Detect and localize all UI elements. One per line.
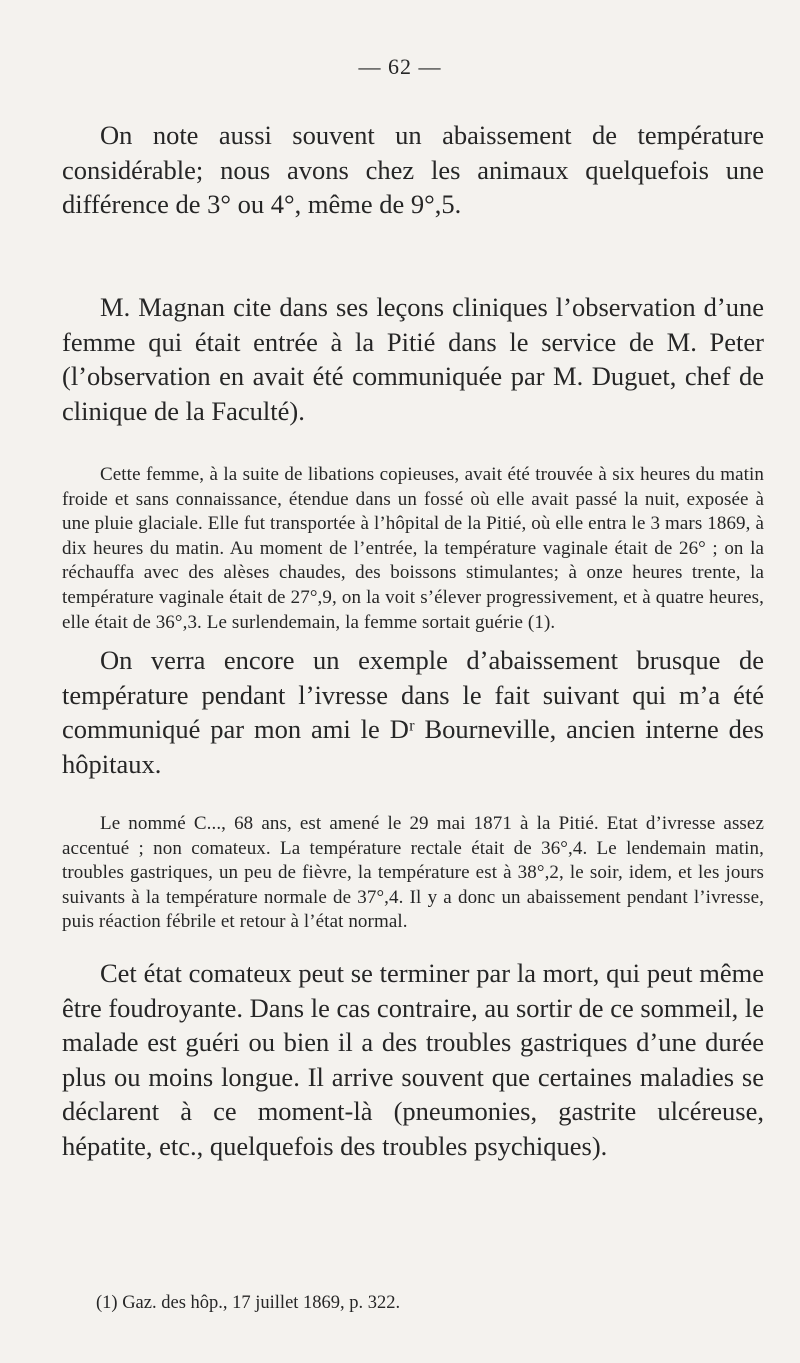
paragraph-bourneville-example: On verra encore un exemple d’abaissement brusque de température pendant l’ivresse dans le fait suivant qui m’a été communiqué par mon ami le Dʳ Bourneville, ancien interne des hôpitaux. xyxy=(62,645,764,779)
paragraph-comatose-state: Cet état comateux peut se terminer par la mort, qui peut même être foudroyante. Dans le cas contraire, au sortir de ce sommeil, le malade est guéri ou bien il a des troubles gastriques d’une durée plus ou moins longue. Il arrive souvent que certaines maladies se déclarent à ce moment-là (pneumonies, gastrite ulcéreuse, hépatite, etc., quelquefois des troubles psychiques). xyxy=(62,958,764,1161)
paragraph-case-woman: Cette femme, à la suite de libations copieuses, avait été trouvée à six heures du matin froide et sans connaissance, étendue dans un fossé où elle avait passé la nuit, exposée à une pluie glaciale. Elle fut transportée à l’hôpital de la Pitié, où elle entra le 3 mars 1869, à dix heures du matin. Au moment de l’entrée, la température vaginale était de 26° ; on la réchauffa avec des alèses chaudes, des boissons stimulantes; à onze heures trente, la température vaginale était de 27°,9, on la voit s’élever progressivement, et à quatre heures, elle était de 36°,3. Le surlendemain, la femme sortait guérie (1). xyxy=(62,464,764,633)
page-number: — 62 — xyxy=(358,54,442,79)
paragraph-case-c: Le nommé C..., 68 ans, est amené le 29 mai 1871 à la Pitié. Etat d’ivresse assez accentué ; non comateux. La température rectale était de 36°,4. Le lendemain matin, troubles gastriques, un peu de fièvre, la température est à 38°,2, le soir, idem, et les jours suivants à la température normale de 37°,4. Il y a donc un abaissement pendant l’ivresse, puis réaction fébrile et retour à l’état normal. xyxy=(62,813,764,933)
paragraph-magnan-observation: M. Magnan cite dans ses leçons cliniques l’observation d’une femme qui était entrée à la Pitié dans le service de M. Peter (l’observation en avait été communiquée par M. Duguet, chef de clinique de la Faculté). xyxy=(62,292,764,426)
paragraph-temperature-drop: On note aussi souvent un abaissement de température considérable; nous avons chez les animaux quelquefois une différence de 3° ou 4°, même de 9°,5. xyxy=(62,120,764,219)
footnote: (1) Gaz. des hôp., 17 juillet 1869, p. 322. xyxy=(96,1293,401,1313)
